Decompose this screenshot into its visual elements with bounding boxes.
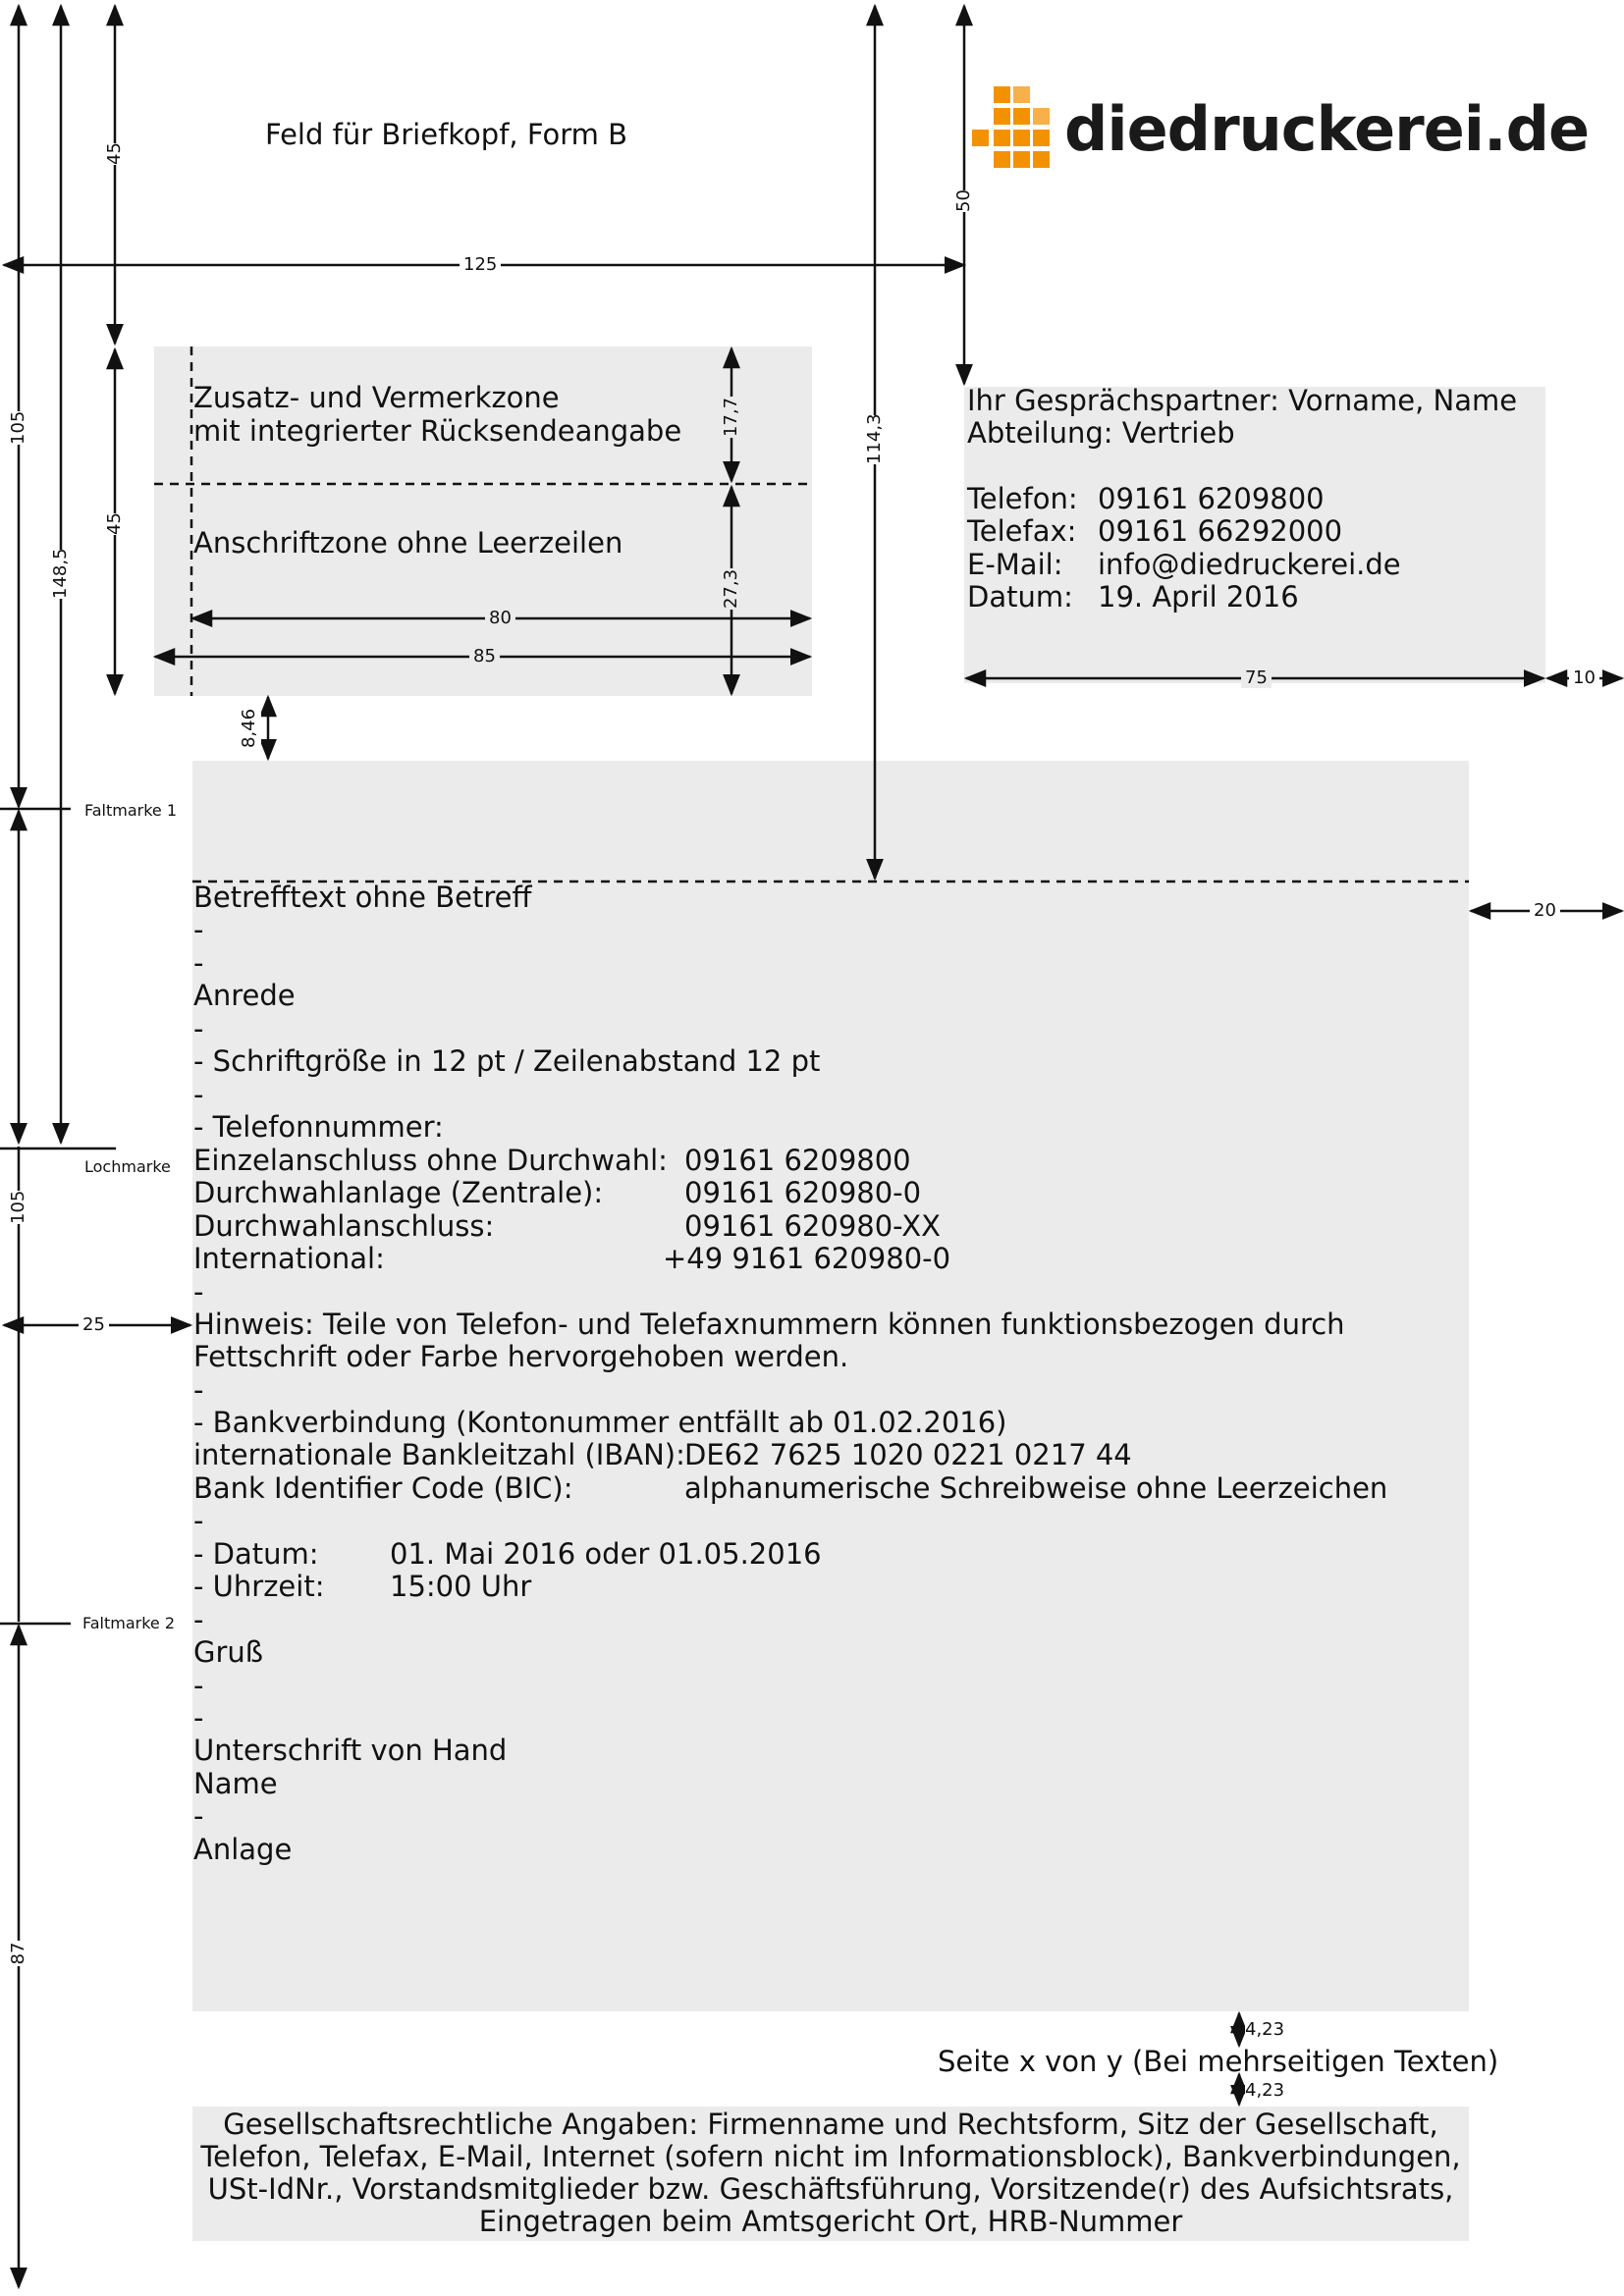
page-number: Seite x von y (Bei mehrseitigen Texten) [938, 2045, 1499, 2078]
dim-45-address: 45 [104, 512, 125, 535]
info-label-phone: Telefon: [967, 482, 1078, 515]
info-label-date: Datum: [967, 580, 1073, 614]
dim-25: 25 [79, 1315, 109, 1335]
font-size-note: - Schriftgröße in 12 pt / Zeilenabstand 12 pt [193, 1044, 821, 1078]
spacer-dash: - [193, 1701, 204, 1735]
brand-logo [972, 84, 1589, 173]
bank-row-label: internationale Bankleitzahl (IBAN): [193, 1438, 685, 1471]
phone-row-value: 09161 6209800 [684, 1144, 911, 1177]
dim-4-23-lower: 4,23 [1245, 2080, 1285, 2101]
phone-heading: - Telefonnummer: [193, 1110, 444, 1144]
fold-mark-1-label: Faltmarke 1 [84, 801, 178, 820]
dim-80: 80 [485, 609, 515, 628]
date-row-value: 15:00 Uhr [390, 1570, 532, 1603]
dim-85: 85 [469, 647, 500, 667]
dim-105-top: 105 [8, 410, 28, 445]
brand-name: diedruckerei.de [1064, 92, 1590, 165]
date-row-label: - Uhrzeit: [193, 1570, 325, 1603]
attachment-line: Anlage [193, 1833, 293, 1866]
info-contact: Ihr Gesprächspartner: Vorname, Name [967, 384, 1518, 417]
info-value-email: info@diedruckerei.de [1098, 548, 1401, 581]
dim-20: 20 [1530, 901, 1560, 921]
dim-148-5: 148,5 [50, 548, 71, 599]
fold-mark-2-label: Faltmarke 2 [82, 1614, 176, 1632]
info-label-fax: Telefax: [967, 514, 1077, 548]
dim-87: 87 [8, 1942, 28, 1965]
bank-row-label: Bank Identifier Code (BIC): [193, 1471, 573, 1505]
hint-line-1: Hinweis: Teile von Telefon- und Telefaxnummern können funktionsbezogen durch [193, 1308, 1345, 1341]
phone-row-label: Einzelanschluss ohne Durchwahl: [193, 1144, 668, 1177]
spacer-dash: - [193, 913, 204, 946]
address-zone-label: Anschriftzone ohne Leerzeilen [193, 526, 623, 560]
info-value-fax: 09161 66292000 [1098, 514, 1343, 548]
signature-line: Unterschrift von Hand [193, 1734, 508, 1767]
salutation: Anrede [193, 979, 296, 1012]
date-row-label: - Datum: [193, 1537, 319, 1571]
date-row-value: 01. Mai 2016 oder 01.05.2016 [390, 1537, 822, 1571]
dim-105-mid: 105 [8, 1190, 28, 1224]
phone-row-label: Durchwahlanlage (Zentrale): [193, 1176, 604, 1209]
extra-zone-line2: mit integrierter Rücksendeangabe [193, 414, 682, 448]
brand-logo-icon [972, 86, 1053, 171]
letterhead-label: Feld für Briefkopf, Form B [265, 118, 627, 151]
phone-row-label: International: [193, 1242, 385, 1275]
dim-8-46: 8,46 [238, 705, 261, 752]
dim-17-7: 17,7 [721, 397, 741, 438]
hint-line-2: Fettschrift oder Farbe hervorgehoben werden. [193, 1340, 849, 1373]
spacer-dash: - [193, 1603, 204, 1636]
dim-4-23-upper: 4,23 [1245, 2019, 1285, 2040]
extra-zone-line1: Zusatz- und Vermerkzone [193, 381, 560, 414]
dim-27-3: 27,3 [721, 568, 741, 610]
info-department: Abteilung: Vertrieb [967, 416, 1235, 450]
dim-75: 75 [1241, 668, 1272, 688]
dim-10: 10 [1569, 668, 1599, 688]
info-label-email: E-Mail: [967, 548, 1063, 581]
dim-125: 125 [460, 255, 501, 275]
phone-row-value: 09161 620980-XX [684, 1209, 941, 1243]
name-line: Name [193, 1767, 278, 1800]
info-value-phone: 09161 6209800 [1098, 482, 1325, 515]
footer-line: Eingetragen beim Amtsgericht Ort, HRB-Nummer [478, 2205, 1183, 2238]
spacer-dash: - [193, 1012, 204, 1045]
spacer-dash: - [193, 1275, 204, 1308]
phone-row-value: +49 9161 620980-0 [663, 1242, 951, 1275]
spacer-dash: - [193, 1669, 204, 1702]
dim-114-3: 114,3 [864, 413, 885, 464]
info-value-date: 19. April 2016 [1098, 580, 1299, 614]
spacer-dash: - [193, 1373, 204, 1407]
spacer-dash: - [193, 946, 204, 980]
phone-row-value: 09161 620980-0 [684, 1176, 922, 1209]
dim-50: 50 [953, 189, 974, 212]
spacer-dash: - [193, 1078, 204, 1111]
bank-row-value: DE62 7625 1020 0221 0217 44 [684, 1438, 1132, 1471]
footer-line: Telefon, Telefax, E-Mail, Internet (sofern nicht im Informationsblock), Bankverbindungen, [200, 2140, 1461, 2173]
bank-heading: - Bankverbindung (Kontonummer entfällt ab 01.02.2016) [193, 1406, 1007, 1439]
spacer-dash: - [193, 1799, 204, 1833]
subject-line: Betrefftext ohne Betreff [193, 881, 532, 914]
greeting: Gruß [193, 1635, 264, 1669]
footer-text [192, 2109, 1469, 2238]
spacer-dash: - [193, 1504, 204, 1537]
punch-mark-label: Lochmarke [84, 1157, 171, 1176]
dim-45-top: 45 [104, 142, 125, 165]
phone-row-label: Durchwahlanschluss: [193, 1209, 495, 1243]
footer-line: USt-IdNr., Vorstandsmitglieder bzw. Geschäftsführung, Vorsitzende(r) des Aufsichtsrats, [207, 2172, 1454, 2206]
bank-row-value: alphanumerische Schreibweise ohne Leerzeichen [684, 1471, 1388, 1505]
footer-line: Gesellschaftsrechtliche Angaben: Firmenname und Rechtsform, Sitz der Gesellschaft, [223, 2108, 1438, 2141]
